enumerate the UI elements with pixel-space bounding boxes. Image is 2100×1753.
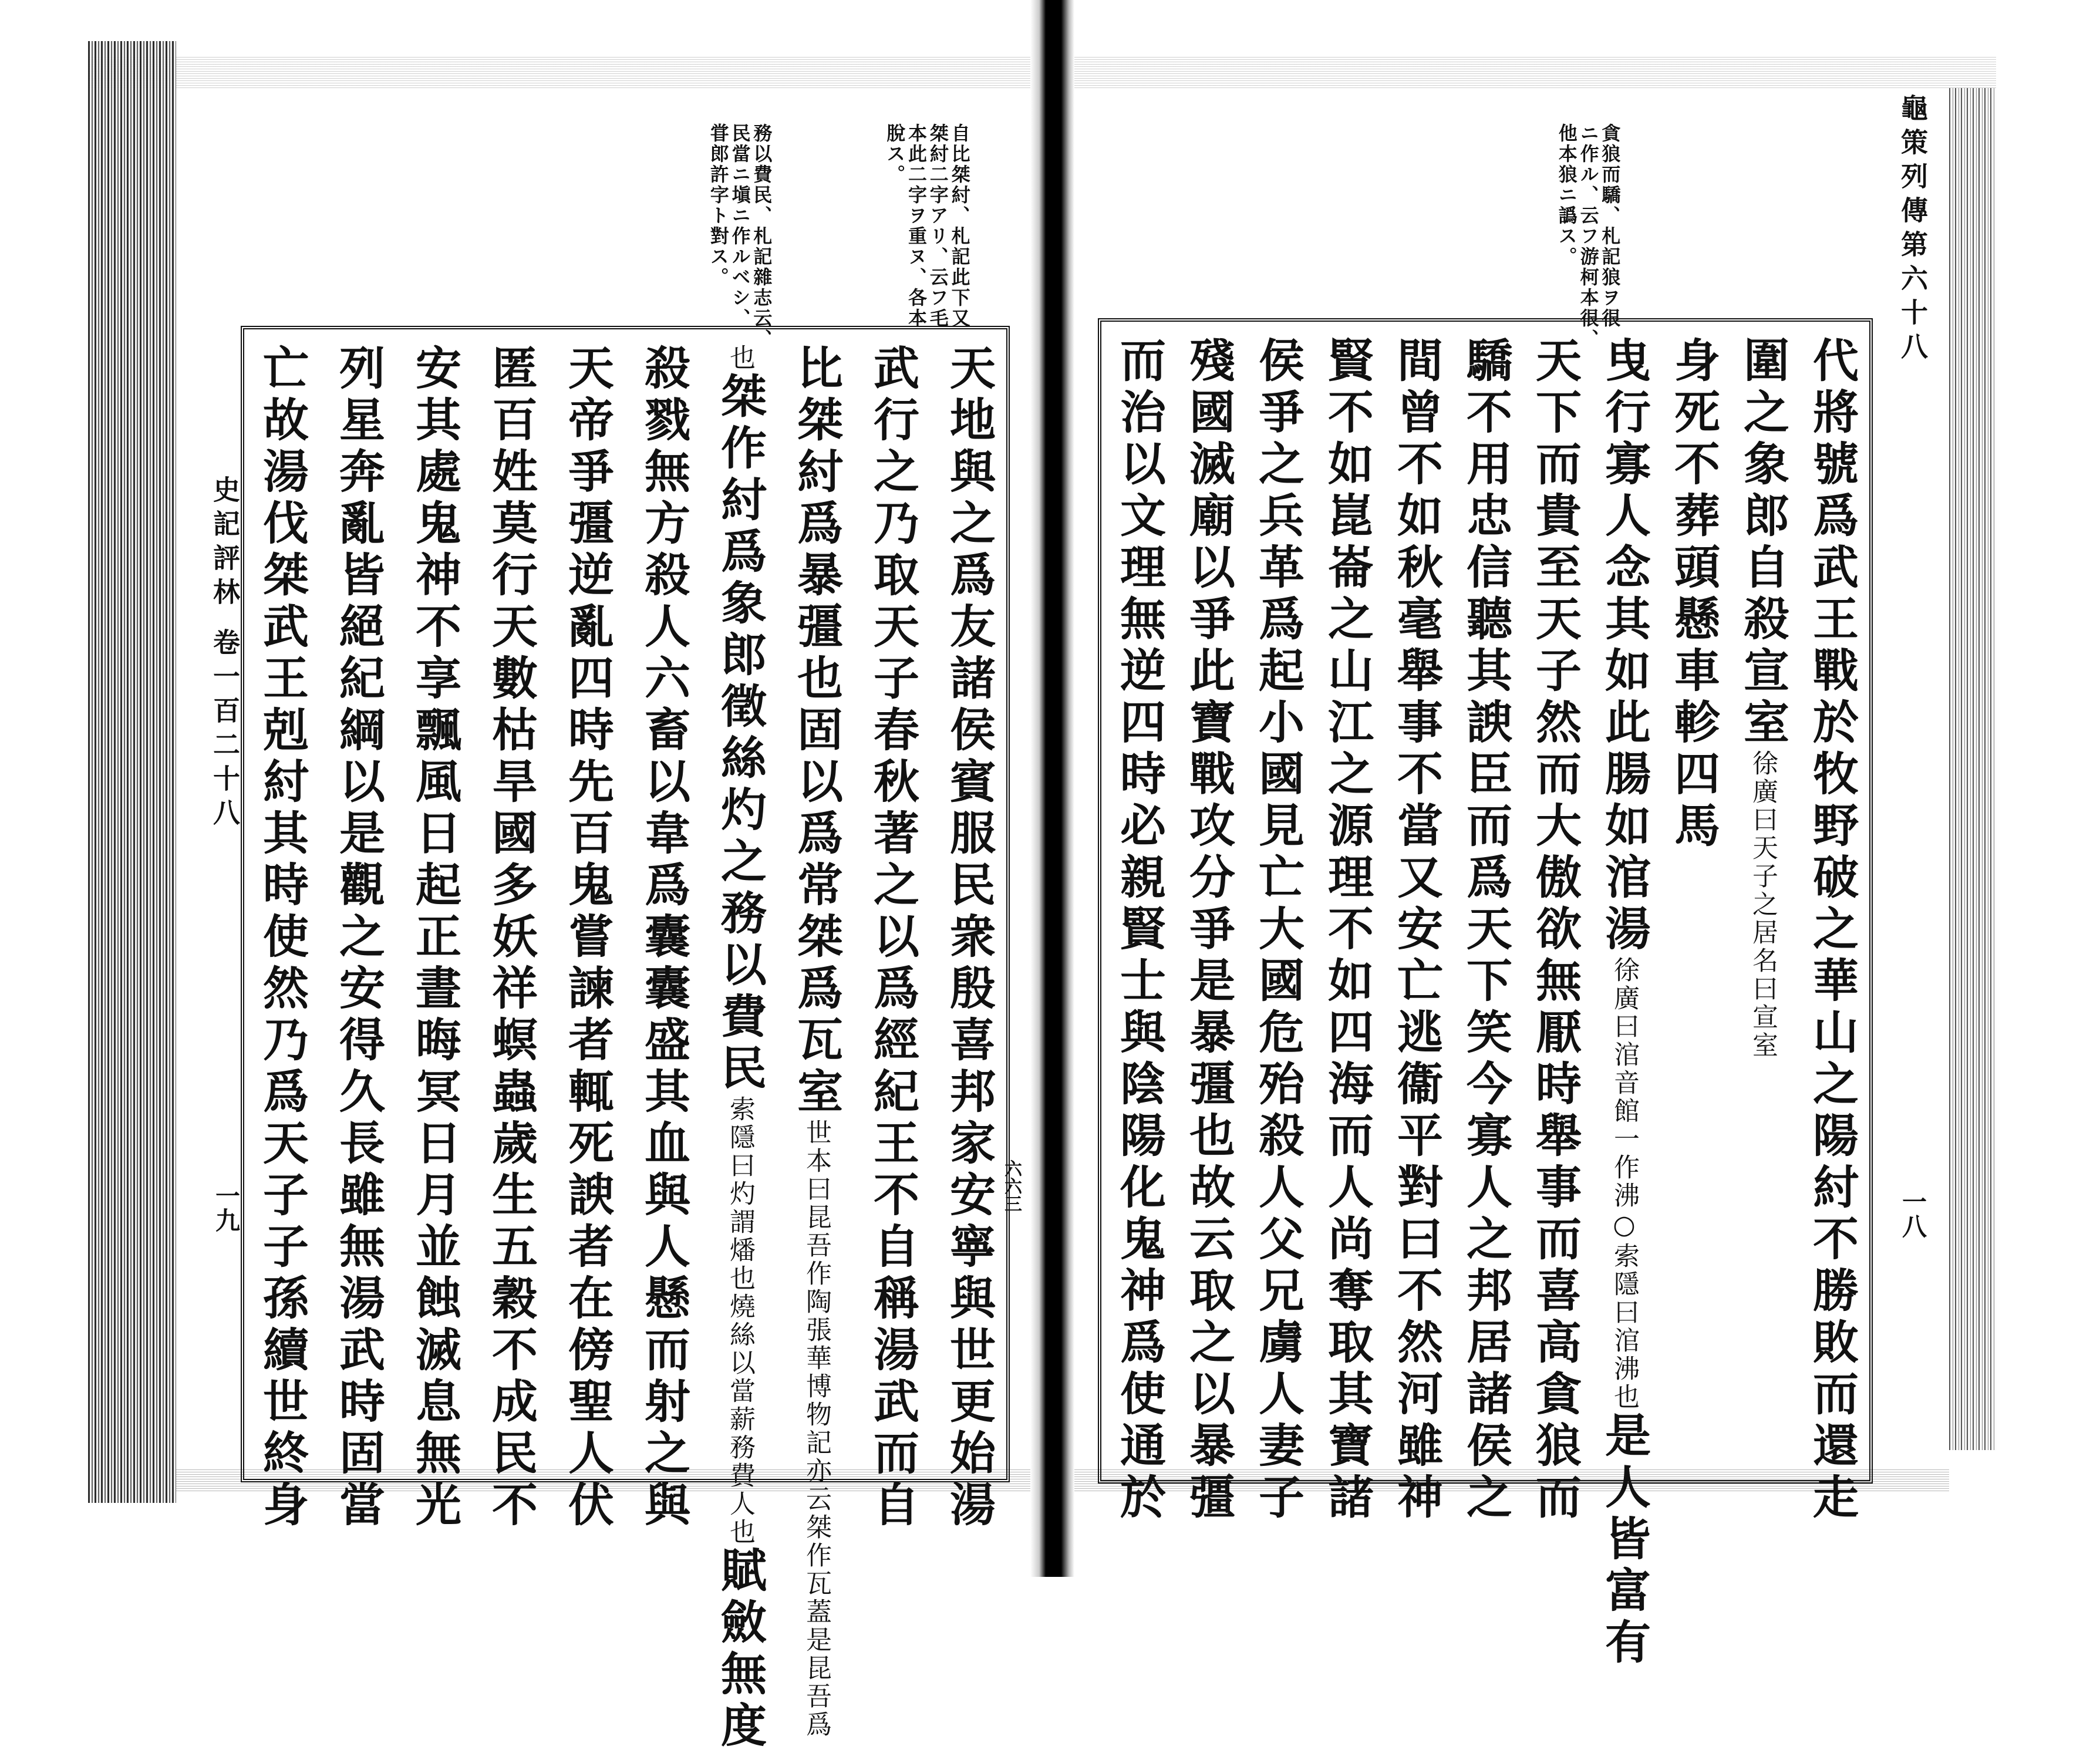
main-text: 比桀紂爲暴彊也固以爲常桀爲瓦室 (790, 344, 843, 1119)
text-column: 殘國滅廟以爭此寶戰攻分爭是暴彊也故云取之以暴彊 (1182, 336, 1235, 1525)
page-number: 一九 (212, 1183, 241, 1232)
right-margin-notes (1556, 123, 1620, 349)
text-column: 天下而貴至天子然而大傲欲無厭時舉事而喜高貪狼而 (1528, 336, 1582, 1525)
text-frame (241, 326, 1010, 1753)
book-fore-edge-right (1949, 88, 1996, 1450)
text-column: 武行之乃取天子春秋著之以爲經紀王不自稱湯武而自 (866, 344, 919, 1532)
margin-note: 務以費民、札記雜志云、 民當ニ塡ニ作ルベシ、 甞郎許字ト對ス。 (707, 123, 773, 349)
main-text: 圍之象郎自殺宣室 (1736, 336, 1789, 750)
commentary-note: 徐廣曰天子之居名曰宣室 (1748, 750, 1778, 1060)
main-text: 桀作紂爲象郎徵絲灼之務以費民 (713, 372, 767, 1095)
main-text: 賦斂無度 (713, 1546, 767, 1753)
margin-note: 貪狼而驕、札記狼ヲ很 ニ作ル、云フ游柯本很、 他本狼ニ譌ス。 (1555, 123, 1622, 349)
text-column: 亡故湯伐桀武王剋紂其時使然乃爲天子子孫續世終身 (255, 344, 309, 1532)
left-page (176, 88, 1030, 1753)
text-column (1736, 336, 1789, 1465)
text-column: 列星奔亂皆絕紀綱以是觀之安得久長雖無湯武時固當 (332, 344, 385, 1532)
book-fore-edge-left (88, 41, 176, 1503)
page-number: 一八 (1899, 1189, 1927, 1238)
text-column: 間曾不如秋毫舉事不當又安亡逃衞平對曰不然河雖神 (1390, 336, 1443, 1525)
text-column: 安其處鬼神不享飄風日起正晝晦冥日月並蝕滅息無光 (408, 344, 461, 1532)
commentary-note: 也 (725, 344, 755, 372)
text-column (790, 344, 843, 1739)
left-margin-notes (707, 123, 970, 349)
main-text: 曳行寡人念其如此腸如涫湯 (1597, 336, 1651, 956)
text-columns (255, 344, 996, 1753)
commentary-note: 索隱曰灼謂燔也燒絲以當薪務費人也 (725, 1095, 755, 1546)
main-text: 是人皆富有 (1597, 1411, 1651, 1670)
right-page (1074, 88, 1949, 1670)
text-column: 代將號爲武王戰於牧野破之華山之陽紂不勝敗而還走 (1805, 336, 1859, 1525)
text-column: 身死不葬頭懸車軫四馬 (1667, 336, 1720, 853)
text-column: 天帝爭彊逆亂四時先百鬼嘗諫者輒死諛者在傍聖人伏 (561, 344, 614, 1532)
text-column: 而治以文理無逆四時必親賢士與陰陽化鬼神爲使通於 (1113, 336, 1166, 1525)
book-gutter (1030, 0, 1074, 1577)
running-header: 龜策列傳第六十八 (1897, 94, 1929, 366)
commentary-note: 徐廣曰涫音館一作沸○索隱曰涫沸也 (1609, 956, 1639, 1411)
text-columns (1113, 336, 1859, 1670)
running-header: 史記評林 卷一百二十八 (209, 476, 241, 833)
text-column: 天地與之爲友諸侯賓服民衆殷喜邦家安寧與世更始湯 (942, 344, 996, 1532)
text-column: 賢不如崑崙之山江之源理不如四海而人尚奪取其寶諸 (1320, 336, 1374, 1525)
margin-note: 自比桀紂、札記此下又 桀紂二字アリ、云フ毛 本此二字ヲ重ヌ、各本 脫ス。 (884, 123, 971, 329)
commentary-note: 世本曰昆吾作陶張華博物記亦云桀作瓦蓋是昆吾爲 (801, 1119, 831, 1739)
text-column: 驕不用忠信聽其諛臣而爲天下笑今寡人之邦居諸侯之 (1459, 336, 1512, 1525)
text-column (1597, 336, 1651, 1670)
text-column: 殺戮無方殺人六畜以韋爲囊囊盛其血與人懸而射之與 (637, 344, 690, 1532)
text-frame (1098, 318, 1873, 1670)
center-page-number: 六六三 (1001, 1159, 1022, 1212)
text-column: 侯爭之兵革爲起小國見亡大國危殆殺人父兄虜人妻子 (1251, 336, 1305, 1525)
text-column (713, 344, 767, 1753)
text-column: 匿百姓莫行天數枯旱國多妖祥螟蟲歲生五穀不成民不 (484, 344, 538, 1532)
